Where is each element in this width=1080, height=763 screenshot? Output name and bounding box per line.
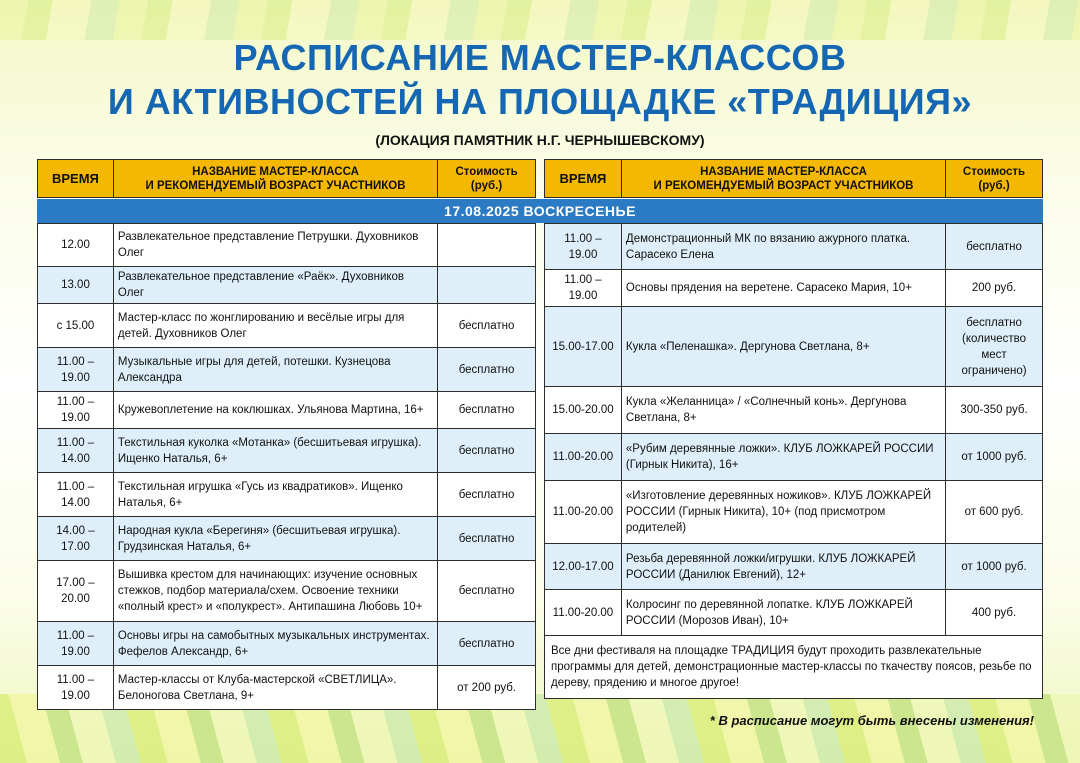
row-price: от 600 руб. (946, 481, 1043, 544)
row-time: 11.00 – 14.00 (38, 473, 114, 517)
header-price-line-2: (руб.) (470, 179, 503, 192)
row-time: 11.00-20.00 (545, 434, 622, 481)
header-name (113, 160, 437, 198)
row-price: бесплатно (438, 348, 536, 392)
row-time: 11.00 – 19.00 (38, 622, 114, 666)
row-time: с 15.00 (38, 304, 114, 348)
schedule-table-right (544, 159, 1043, 699)
header-time: ВРЕМЯ (545, 160, 622, 198)
page-title-line-1: РАСПИСАНИЕ МАСТЕР-КЛАССОВ (233, 37, 847, 78)
row-name: Колросинг по деревянной лопатке. КЛУБ ЛОЖКАРЕЙ РОССИИ (Морозов Иван), 10+ (621, 590, 945, 636)
table-row (545, 481, 1043, 544)
row-time: 11.00 – 19.00 (38, 392, 114, 429)
festival-note-row (545, 636, 1043, 699)
page-title-line-2: И АКТИВНОСТЕЙ НА ПЛОЩАДКЕ «ТРАДИЦИЯ» (107, 81, 973, 122)
row-name: Развлекательное представление «Раёк». Духовников Олег (113, 267, 437, 304)
row-price: 400 руб. (946, 590, 1043, 636)
header-price-line-2: (руб.) (978, 179, 1010, 192)
header-name-line-1: НАЗВАНИЕ МАСТЕР-КЛАССА (700, 165, 867, 178)
row-price (438, 267, 536, 304)
row-time: 11.00 – 19.00 (38, 348, 114, 392)
row-name: Мастер-классы от Клуба-мастерской «СВЕТЛИЦА». Белоногова Светлана, 9+ (113, 666, 437, 710)
row-time: 11.00-20.00 (545, 590, 622, 636)
row-price: от 1000 руб. (946, 434, 1043, 481)
date-bar: 17.08.2025 ВОСКРЕСЕНЬЕ (37, 199, 1043, 223)
table-row (545, 224, 1043, 270)
row-name: Музыкальные игры для детей, потешки. Кузнецова Александра (113, 348, 437, 392)
row-time: 13.00 (38, 267, 114, 304)
row-name: Основы игры на самобытных музыкальных инструментах. Фефелов Александр, 6+ (113, 622, 437, 666)
table-row (38, 392, 536, 429)
row-name: Развлекательное представление Петрушки. Духовников Олег (113, 224, 437, 267)
header-name-line-1: НАЗВАНИЕ МАСТЕР-КЛАССА (192, 165, 359, 178)
row-time: 17.00 – 20.00 (38, 561, 114, 622)
row-name: «Изготовление деревянных ножиков». КЛУБ ЛОЖКАРЕЙ РОССИИ (Гирнык Никита), 10+ (под присмотром родителей) (621, 481, 945, 544)
row-time: 11.00 – 19.00 (38, 666, 114, 710)
row-price: 200 руб. (946, 270, 1043, 307)
table-row (545, 270, 1043, 307)
table-row (38, 429, 536, 473)
row-name: Основы прядения на веретене. Сарасеко Мария, 10+ (621, 270, 945, 307)
row-time: 12.00 (38, 224, 114, 267)
header-name-line-2: И РЕКОМЕНДУЕМЫЙ ВОЗРАСТ УЧАСТНИКОВ (653, 179, 914, 192)
schedule-table-left (37, 159, 536, 710)
row-name: Текстильная куколка «Мотанка» (бесшитьевая игрушка). Ищенко Наталья, 6+ (113, 429, 437, 473)
row-price: бесплатно (946, 224, 1043, 270)
row-name: Народная кукла «Берегиня» (бесшитьевая игрушка). Грудзинская Наталья, 6+ (113, 517, 437, 561)
table-row (38, 622, 536, 666)
row-time: 11.00 – 19.00 (545, 270, 622, 307)
row-name: «Рубим деревянные ложки». КЛУБ ЛОЖКАРЕЙ РОССИИ (Гирнык Никита), 16+ (621, 434, 945, 481)
row-price: бесплатно (438, 622, 536, 666)
table-row (38, 666, 536, 710)
table-row (38, 473, 536, 517)
row-time: 11.00-20.00 (545, 481, 622, 544)
row-time: 15.00-17.00 (545, 307, 622, 387)
row-price: бесплатно (438, 429, 536, 473)
table-row (38, 561, 536, 622)
table-row (38, 517, 536, 561)
table-row (38, 267, 536, 304)
row-name: Кукла «Желанница» / «Солнечный конь». Дергунова Светлана, 8+ (621, 387, 945, 434)
row-name: Демонстрационный МК по вязанию ажурного платка. Сарасеко Елена (621, 224, 945, 270)
row-name: Мастер-класс по жонглированию и весёлые игры для детей. Духовников Олег (113, 304, 437, 348)
header-price (946, 160, 1043, 198)
row-time: 11.00 – 14.00 (38, 429, 114, 473)
table-row (38, 304, 536, 348)
header-name-line-2: И РЕКОМЕНДУЕМЫЙ ВОЗРАСТ УЧАСТНИКОВ (145, 179, 406, 192)
row-name: Кружевоплетение на коклюшках. Ульянова Мартина, 16+ (113, 392, 437, 429)
festival-note: Все дни фестиваля на площадке ТРАДИЦИЯ будут проходить развлекательные программы для детей, демонстрационные мастер-классы по ткачеству поясов, резьбе по дереву, прядению и многое другое! (545, 636, 1043, 699)
row-price: бесплатно (438, 473, 536, 517)
table-row (38, 224, 536, 267)
row-name: Текстильная игрушка «Гусь из квадратиков». Ищенко Наталья, 6+ (113, 473, 437, 517)
row-price: бесплатно (438, 517, 536, 561)
row-price: бесплатно (438, 304, 536, 348)
changes-footnote: * В расписание могут быть внесены изменения! (709, 713, 1034, 728)
row-price: бесплатно (438, 561, 536, 622)
row-time: 11.00 – 19.00 (545, 224, 622, 270)
table-row (38, 348, 536, 392)
table-row (545, 590, 1043, 636)
header-time: ВРЕМЯ (38, 160, 114, 198)
location-subtitle: (ЛОКАЦИЯ ПАМЯТНИК Н.Г. ЧЕРНЫШЕВСКОМУ) (375, 132, 705, 148)
row-time: 14.00 – 17.00 (38, 517, 114, 561)
row-time: 12.00-17.00 (545, 544, 622, 590)
decorative-top-band (0, 0, 1080, 40)
table-row (545, 307, 1043, 387)
row-price (438, 224, 536, 267)
header-price-line-1: Стоимость (962, 165, 1026, 178)
row-price: от 1000 руб. (946, 544, 1043, 590)
row-name: Кукла «Пеленашка». Дергунова Светлана, 8+ (621, 307, 945, 387)
header-price (438, 160, 536, 198)
row-price: бесплатно (438, 392, 536, 429)
row-price: 300-350 руб. (946, 387, 1043, 434)
table-row (545, 434, 1043, 481)
table-row (545, 544, 1043, 590)
row-price: от 200 руб. (438, 666, 536, 710)
header-price-line-1: Стоимость (455, 165, 518, 178)
row-price: бесплатно (количество мест ограничено) (946, 307, 1043, 387)
table-row (545, 387, 1043, 434)
row-name: Вышивка крестом для начинающих: изучение основных стежков, подбор материала/схем. Освоение техники «полный крест» и «полукрест». Антипашина Любовь 10+ (113, 561, 437, 622)
header-name (621, 160, 945, 198)
row-time: 15.00-20.00 (545, 387, 622, 434)
row-name: Резьба деревянной ложки/игрушки. КЛУБ ЛОЖКАРЕЙ РОССИИ (Данилюк Евгений), 12+ (621, 544, 945, 590)
